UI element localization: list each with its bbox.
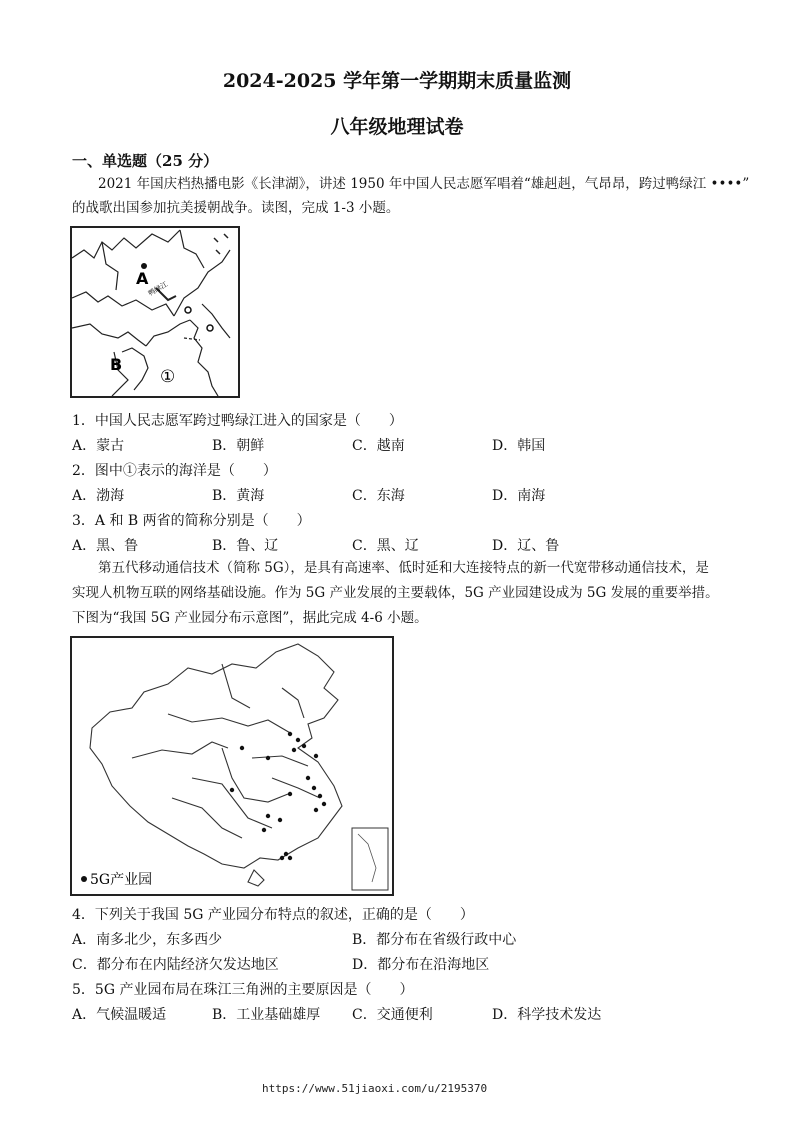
page-title: 2024-2025 学年第一学期期末质量监测 <box>222 70 572 92</box>
question-3-stem: 3．A 和 B 两省的简称分别是（ ） <box>72 513 311 529</box>
question-4-stem: 4．下列关于我国 5G 产业园分布特点的叙述，正确的是（ ） <box>72 907 474 923</box>
park-dot <box>288 856 292 860</box>
park-dot <box>280 856 284 860</box>
question-3-option-d[interactable]: D．辽、鲁 <box>492 538 560 554</box>
map1-label-b: B <box>110 355 123 374</box>
park-dot <box>284 852 288 856</box>
question-5-option-b[interactable]: B．工业基础雄厚 <box>212 1007 321 1023</box>
map2-legend-label: 5G产业园 <box>90 872 153 888</box>
question-5-option-c[interactable]: C．交通便利 <box>352 1007 433 1023</box>
question-4-option-c[interactable]: C．都分布在内陆经济欠发达地区 <box>72 957 279 973</box>
question-1-option-b[interactable]: B．朝鲜 <box>212 438 265 454</box>
footer-link[interactable]: https://www.51jiaoxi.com/u/2195370 <box>262 1082 488 1095</box>
question-1-option-d[interactable]: D．韩国 <box>492 438 546 454</box>
question-1-option-c[interactable]: C．越南 <box>352 438 405 454</box>
map2-legend-dot <box>81 876 87 882</box>
question-3-option-a[interactable]: A．黑、鲁 <box>72 538 139 554</box>
question-1-stem: 1．中国人民志愿军跨过鸭绿江进入的国家是（ ） <box>72 413 403 429</box>
passage1-line2: 的战歌出国参加抗美援朝战争。读图，完成 1-3 小题。 <box>72 200 400 216</box>
park-dot <box>288 732 292 736</box>
park-dot <box>306 776 310 780</box>
passage2-line2: 实现人机物互联的网络基础设施。作为 5G 产业发展的主要载体，5G 产业园建设成为 5G 发展的重要举措。 <box>72 585 719 601</box>
map-northeast-korea <box>70 226 240 398</box>
question-2-option-b[interactable]: B．黄海 <box>212 488 265 504</box>
question-5-stem: 5．5G 产业园布局在珠江三角洲的主要原因是（ ） <box>72 982 414 998</box>
map1-label-river: 鸭绿江 <box>147 280 170 298</box>
map1-point-capital <box>185 307 191 313</box>
park-dot <box>230 788 234 792</box>
park-dot <box>240 746 244 750</box>
question-4-option-b[interactable]: B．都分布在省级行政中心 <box>352 932 517 948</box>
question-2-option-c[interactable]: C．东海 <box>352 488 405 504</box>
park-dot <box>314 808 318 812</box>
park-dot <box>302 744 306 748</box>
park-dot <box>296 738 300 742</box>
question-2-option-d[interactable]: D．南海 <box>492 488 546 504</box>
map1-drawing <box>72 228 238 396</box>
question-5-option-a[interactable]: A．气候温暖适 <box>72 1007 167 1023</box>
question-2-option-a[interactable]: A．渤海 <box>72 488 125 504</box>
question-3-option-b[interactable]: B．鲁、辽 <box>212 538 279 554</box>
map1-label-a: A <box>136 269 149 288</box>
page-subtitle: 八年级地理试卷 <box>330 116 464 138</box>
question-4-option-a[interactable]: A．南多北少，东多西少 <box>72 932 223 948</box>
map2-drawing <box>72 638 392 894</box>
park-dot <box>322 802 326 806</box>
park-dot <box>318 794 322 798</box>
park-dot <box>314 754 318 758</box>
park-dot <box>292 748 296 752</box>
question-3-option-c[interactable]: C．黑、辽 <box>352 538 419 554</box>
park-dot <box>278 818 282 822</box>
passage2-line3: 下图为“我国 5G 产业园分布示意图”，据此完成 4-6 小题。 <box>72 610 428 626</box>
question-1-option-a[interactable]: A．蒙古 <box>72 438 125 454</box>
park-dot <box>262 828 266 832</box>
map1-label-sea: ① <box>160 367 176 387</box>
map-china-5g-parks <box>70 636 394 896</box>
park-dot <box>266 814 270 818</box>
passage1-line1: 2021 年国庆档热播电影《长津湖》，讲述 1950 年中国人民志愿军唱着“雄赳赳，气昂昂，跨过鸭绿江 ••••” <box>98 176 750 192</box>
question-2-stem: 2．图中①表示的海洋是（ ） <box>72 463 277 479</box>
question-4-option-d[interactable]: D．都分布在沿海地区 <box>352 957 490 973</box>
park-dot <box>266 756 270 760</box>
section-heading: 一、单选题（25 分） <box>72 152 219 170</box>
park-dot <box>288 792 292 796</box>
passage2-line1: 第五代移动通信技术（简称 5G），是具有高速率、低时延和大连接特点的新一代宽带移动通信技术，是 <box>98 560 709 576</box>
park-dot <box>312 786 316 790</box>
map2-inset-box <box>352 828 388 890</box>
map1-point-seoul <box>207 325 213 331</box>
question-5-option-d[interactable]: D．科学技术发达 <box>492 1007 602 1023</box>
